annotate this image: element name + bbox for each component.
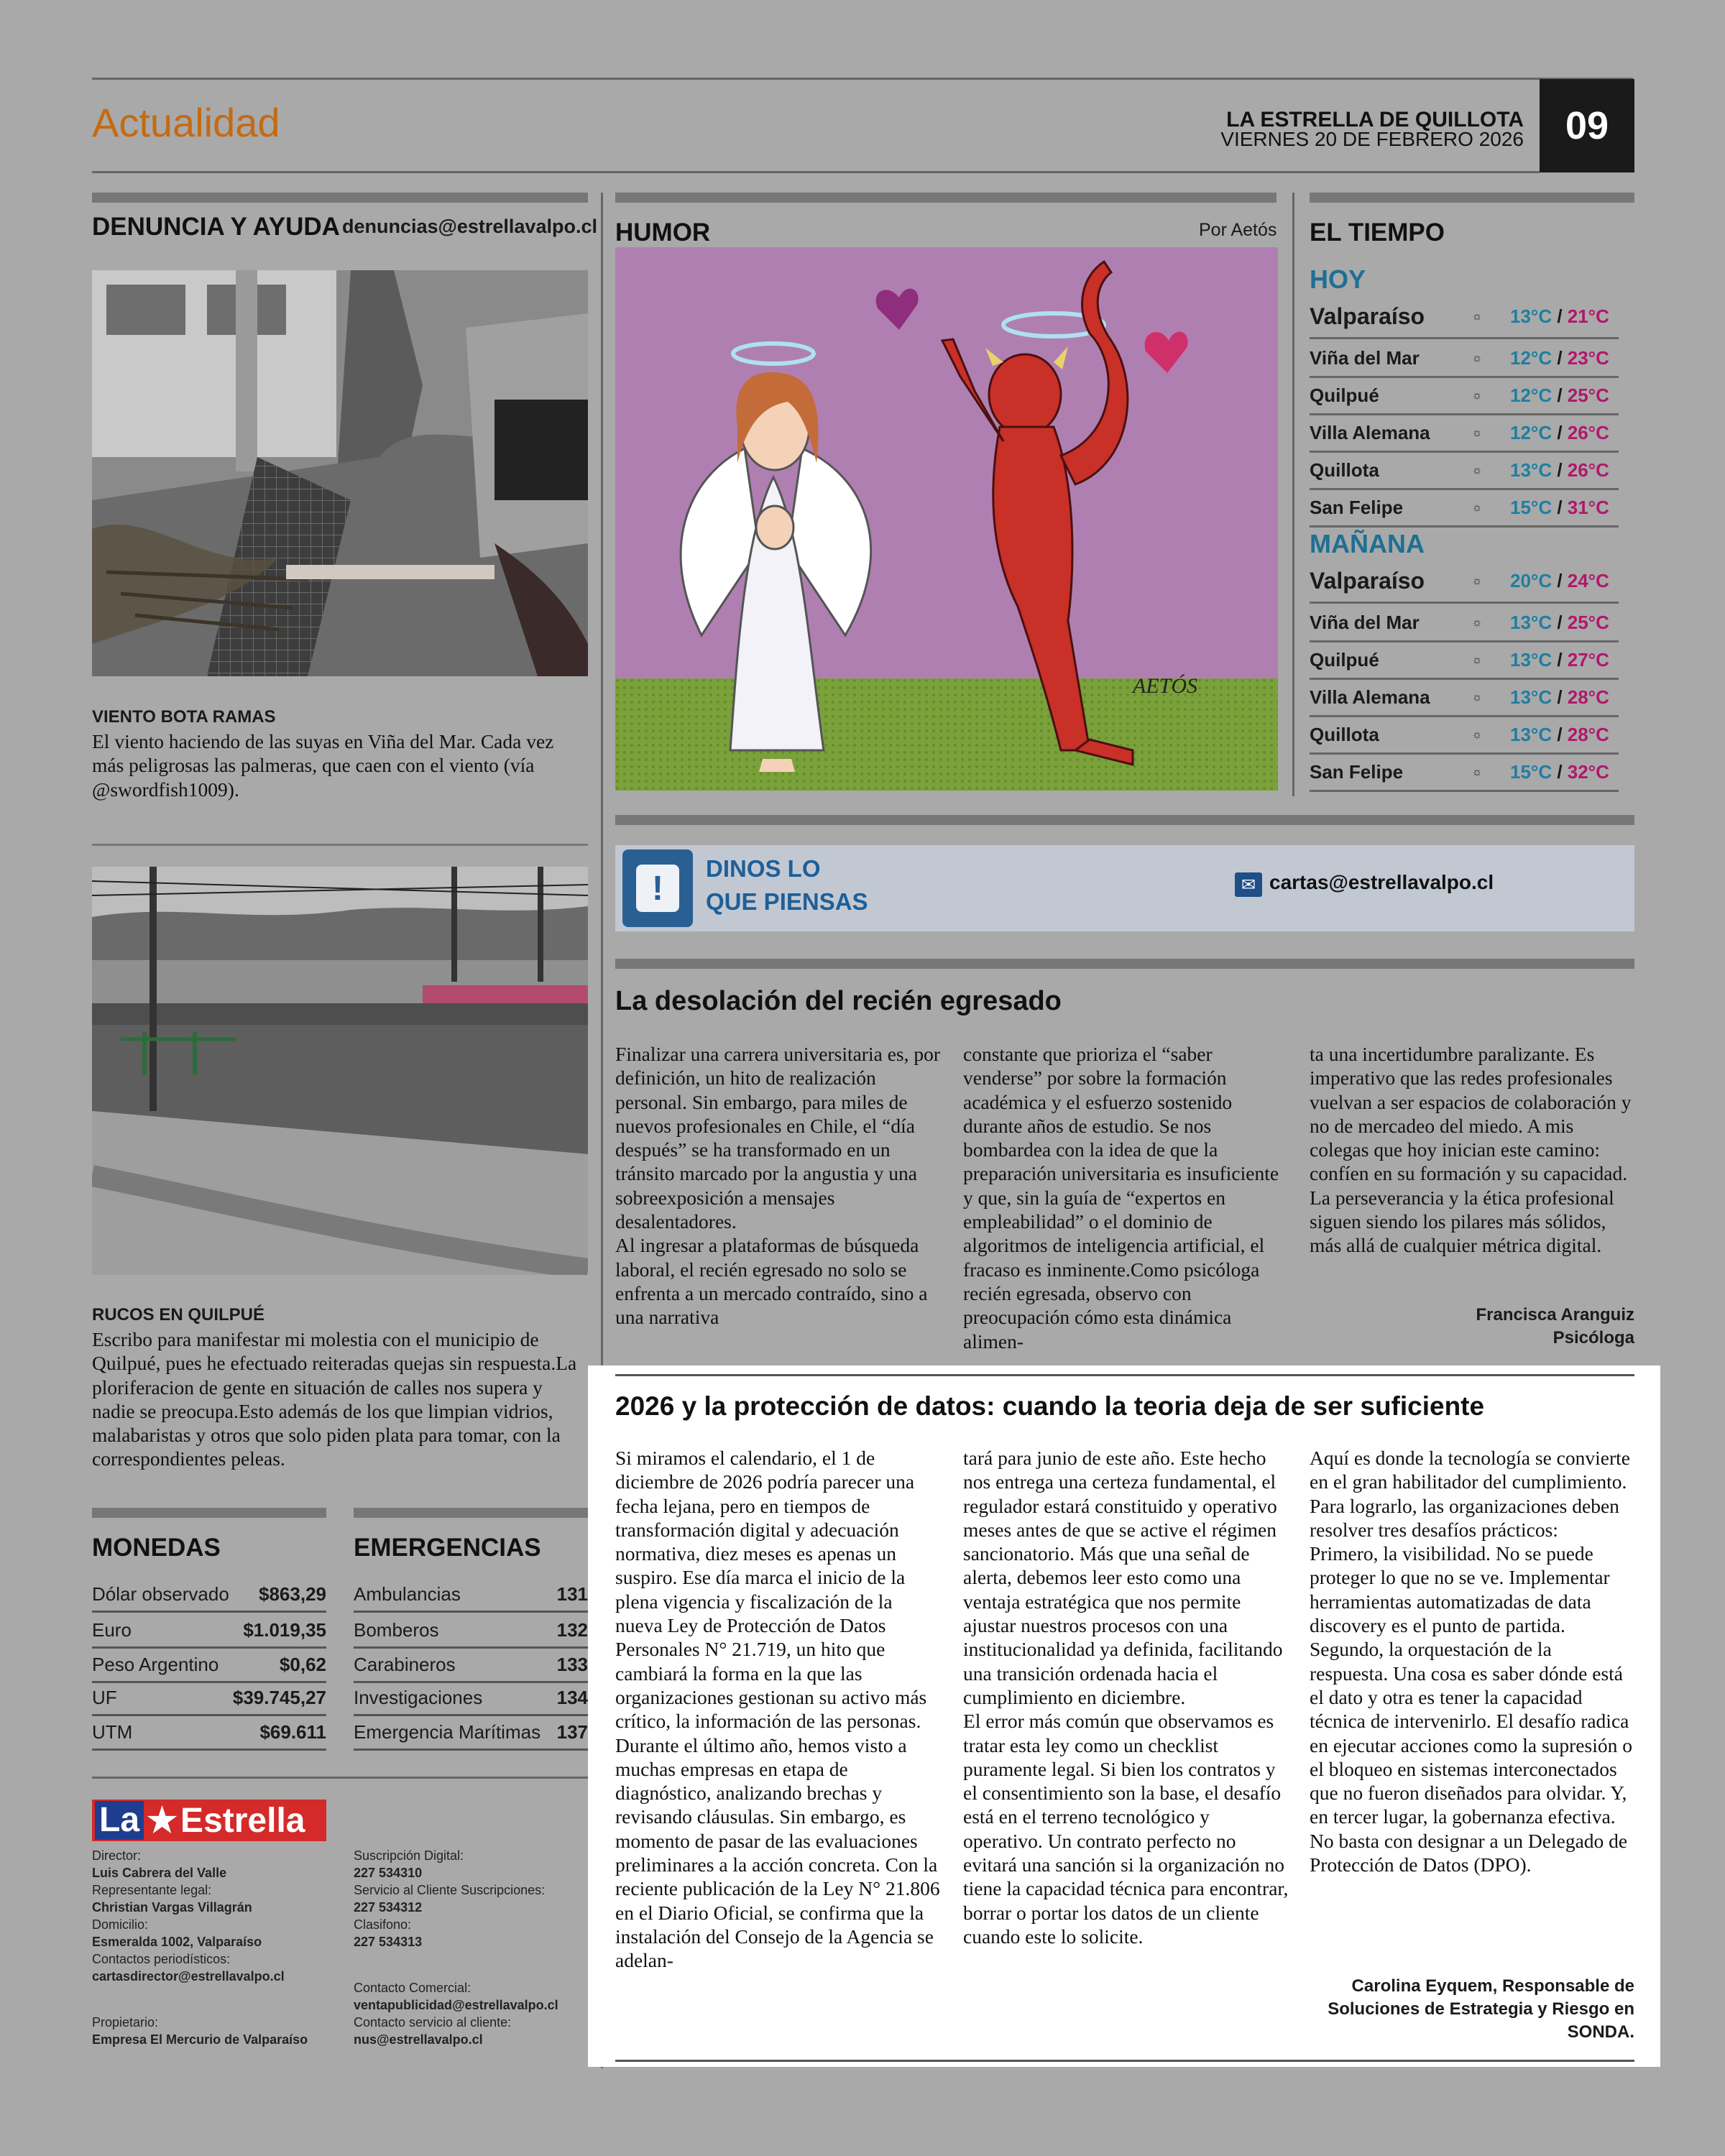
denuncia-email[interactable]: denuncias@estrellavalpo.cl — [342, 216, 597, 237]
weather-row: Villa Alemana ☼ 12°C / 26°C — [1310, 415, 1619, 453]
weather-title: EL TIEMPO — [1310, 218, 1445, 247]
humor-title: HUMOR — [615, 218, 711, 247]
masthead-left: Director: Luis Cabrera del Valle Representante legal: Christian Vargas Villagrán Domicilio: Esmeralda 1002, Valparaíso Contactos periodísticos: cartasdirector@estrellavalpo.cl — [92, 1848, 285, 1984]
sun-icon: ☼ — [1471, 574, 1483, 587]
emergencias-row: Carabineros 133 — [354, 1649, 588, 1683]
weather-row: Valparaíso ☼ 20°C / 24°C — [1310, 561, 1619, 604]
letter1-author: Francisca Aranguiz — [1476, 1305, 1634, 1325]
caption-text-1: El viento haciendo de las suyas en Viña del Mar. Cada vez más peligrosas las palmeras, que caen con el viento (vía @swordfish1009). — [92, 730, 554, 801]
sun-icon: ☼ — [1471, 389, 1483, 402]
sun-icon: ☼ — [1471, 351, 1483, 364]
date: VIERNES 20 DE FEBRERO 2026 — [1220, 128, 1524, 150]
emergencias-row: Ambulancias 131 — [354, 1578, 588, 1613]
emergencias-title: EMERGENCIAS — [354, 1534, 541, 1562]
letter2-col1: Si miramos el calendario, el 1 de diciembre de 2026 podría parecer una fecha lejana, pero en tiempos de transformación digital y adecuación normativa, diez meses es apenas un suspiro. Ese día marca el inicio de la plena vigencia y fiscalización de la nueva Ley de Protección de Datos Personales N° 21.719, un hito que cambiará la forma en la que las organizaciones gestionan su activo más crítico, la información de las personas. Durante el último año, hemos visto a muchas empresas en etapa de diagnóstico, analizando brechas y revisando cláusulas. Sin embargo, es momento de pasar de las evaluaciones preliminares a la acción concreta. Con la reciente publicación de la Ley N° 21.806 en el Diario Oficial, se confirma que la instalación del Consejo de la Agencia se adelan- — [615, 1447, 940, 1972]
weather-row: Villa Alemana ☼ 13°C / 28°C — [1310, 680, 1619, 717]
sun-icon: ☼ — [1471, 426, 1483, 439]
caption-head-2: RUCOS EN QUILPUÉ — [92, 1305, 265, 1325]
caption-head-1: VIENTO BOTA RAMAS — [92, 707, 276, 727]
emergencias-row: Emergencia Marítimas 137 — [354, 1716, 588, 1751]
letter2-author: Carolina Eyquem, Responsable de Soluciones de Estrategia y Riesgo en SONDA. — [1328, 1976, 1634, 2042]
denuncia-title: DENUNCIA Y AYUDA — [92, 213, 340, 241]
section-title: Actualidad — [92, 100, 280, 145]
paper-name: LA ESTRELLA DE QUILLOTA — [1226, 108, 1524, 132]
dinos-banner — [615, 845, 1634, 931]
estrella-logo: La ★ Estrella — [92, 1800, 326, 1841]
sun-icon: ☼ — [1471, 310, 1483, 323]
sun-icon: ☼ — [1471, 653, 1483, 666]
sun-icon: ☼ — [1471, 501, 1483, 514]
weather-row: Viña del Mar ☼ 13°C / 25°C — [1310, 605, 1619, 642]
caption-text-2: Escribo para manifestar mi molestia con el municipio de Quilpué, pues he efectuado reiteradas quejas sin respuesta.La ploriferacion de gente en situación de calles nos supera y nadie se preocupa.Esto además de los que limpian vidrios, malabaristas y otros que solo piden plata para tomar, con la correspondientes peleas. — [92, 1328, 577, 1470]
emergencias-row: Investigaciones 134 — [354, 1682, 588, 1716]
humor-author: Por Aetós — [1199, 220, 1277, 240]
cartoon-signature: AETÓS — [1133, 674, 1197, 698]
sun-icon: ☼ — [1471, 464, 1483, 476]
photo-palm-branches — [92, 270, 588, 676]
dinos-email[interactable]: cartas@estrellavalpo.cl — [1269, 871, 1494, 893]
emergencias-table — [354, 1578, 588, 1758]
weather-row: San Felipe ☼ 15°C / 32°C — [1310, 755, 1619, 792]
letter2-title: 2026 y la protección de datos: cuando la teoria deja de ser suficiente — [615, 1391, 1485, 1421]
weather-row: Valparaíso ☼ 13°C / 21°C — [1310, 296, 1619, 339]
photo-street-quilpue — [92, 867, 588, 1275]
monedas-table — [92, 1578, 326, 1758]
sun-icon: ☼ — [1471, 616, 1483, 629]
letter2-col3: Aquí es donde la tecnología se convierte en el gran habilitador del cumplimiento. Para lograrlo, las organizaciones deben resolver tres desafíos prácticos: Primero, la visibilidad. No se puede proteger lo que no se ve. Implementar herramientas automatizadas de data discovery es el punto de partida. Segundo, la orquestación de la respuesta. Una cosa es saber dónde está el dato y otra es tener la capacidad técnica de intervenirlo. El desafío radica en ejecutar acciones como la supresión o el bloqueo en sistemas interconectados que no fueron diseñados para olvidar. Y, en tercer lugar, la gobernanza efectiva. No basta con designar a un Delegado de Protección de Datos (DPO). — [1310, 1447, 1632, 1876]
weather-row: Quilpué ☼ 12°C / 25°C — [1310, 378, 1619, 415]
weather-row: Quilpué ☼ 13°C / 27°C — [1310, 642, 1619, 680]
weather-row: San Felipe ☼ 15°C / 31°C — [1310, 490, 1619, 528]
weather-tomorrow-label: MAÑANA — [1310, 529, 1425, 558]
weather-today — [1310, 296, 1619, 526]
letter1-col3: ta una incertidumbre paralizante. Es imperativo que las redes profesionales vuelvan a ser espacios de colaboración y no de mercadeo del miedo. A mis colegas que hoy inician este camino: confíen en su formación y su capacidad. La perseverancia y la ética profesional siguen siendo los pilares más sólidos, más allá de cualquier métrica digital. — [1310, 1043, 1632, 1257]
mail-icon: ✉ — [1235, 872, 1262, 897]
monedas-row: Euro $1.019,35 — [92, 1614, 326, 1649]
weather-today-label: HOY — [1310, 264, 1366, 294]
monedas-title: MONEDAS — [92, 1534, 221, 1562]
sun-icon: ☼ — [1471, 691, 1483, 704]
dinos-line2: QUE PIENSAS — [706, 888, 868, 915]
masthead-commercial: Contacto Comercial: ventapublicidad@estrellavalpo.cl Contacto servicio al cliente: nus@estrellavalpo.cl — [354, 1981, 558, 2047]
monedas-row: Dólar observado $863,29 — [92, 1578, 326, 1613]
letter2-col2: tará para junio de este año. Este hecho nos entrega una certeza fundamental, el regulador estará constituido y operativo meses antes de que se active el régimen sancionatorio. Más que una señal de alerta, debemos leer esto como una ventaja estratégica que nos permite ajustar nuestros procesos con una institucionalidad ya definida, facilitando una transición ordenada hacia el cumplimiento en diciembre. El error más común que observamos es tratar esta ley como un checklist puramente legal. Si bien los contratos y el consentimiento son la base, el desafío está en el terreno tecnológico y operativo. Un contrato perfecto no evitará una sanción si la organización no tiene la capacidad técnica para encontrar, borrar o portar los datos de un cliente cuando este lo solicite. — [963, 1447, 1289, 1948]
letter1-role: Psicóloga — [1552, 1328, 1634, 1348]
letter1-title: La desolación del recién egresado — [615, 986, 1062, 1016]
letter1-col1: Finalizar una carrera universitaria es, por definición, un hito de realización personal. Sin embargo, para miles de nuevos profesionales en Chile, el “día después” se ha transformado en un tránsito marcado por la angustia y una sobreexposición a mensajes desalentadores. Al ingresar a plataformas de búsqueda laboral, el recién egresado no solo se enfrenta a un mercado contraído, sino a una narrativa — [615, 1043, 941, 1329]
page-number: 09 — [1540, 79, 1634, 172]
humor-cartoon — [615, 247, 1278, 791]
emergencias-row: Bomberos 132 — [354, 1614, 588, 1649]
weather-tomorrow — [1310, 561, 1619, 791]
monedas-row: Peso Argentino $0,62 — [92, 1649, 326, 1683]
monedas-row: UTM $69.611 — [92, 1716, 326, 1751]
masthead-owner: Propietario: Empresa El Mercurio de Valparaíso — [92, 2015, 308, 2047]
sun-icon: ☼ — [1471, 728, 1483, 741]
exclamation-icon: ! — [622, 849, 693, 927]
weather-row: Quillota ☼ 13°C / 28°C — [1310, 717, 1619, 755]
monedas-row: UF $39.745,27 — [92, 1682, 326, 1716]
letter1-col2: constante que prioriza el “saber venderse” por sobre la formación académica y el esfuerzo sostenido durante años de estudio. Se nos bombardea con la idea de que la preparación universitaria es insuficiente y que, sin la guía de “expertos en empleabilidad” o el dominio de algoritmos de inteligencia artificial, el fracaso es inminente.Como psicóloga recién egresada, observo con preocupación cómo esta dinámica alimen- — [963, 1043, 1279, 1353]
weather-row: Quillota ☼ 13°C / 26°C — [1310, 453, 1619, 490]
masthead-right: Suscripción Digital: 227 534310 Servicio al Cliente Suscripciones: 227 534312 Clasifono: 227 534313 — [354, 1848, 546, 1949]
sun-icon: ☼ — [1471, 765, 1483, 778]
dinos-line1: DINOS LO — [706, 855, 821, 882]
weather-row: Viña del Mar ☼ 12°C / 23°C — [1310, 341, 1619, 378]
